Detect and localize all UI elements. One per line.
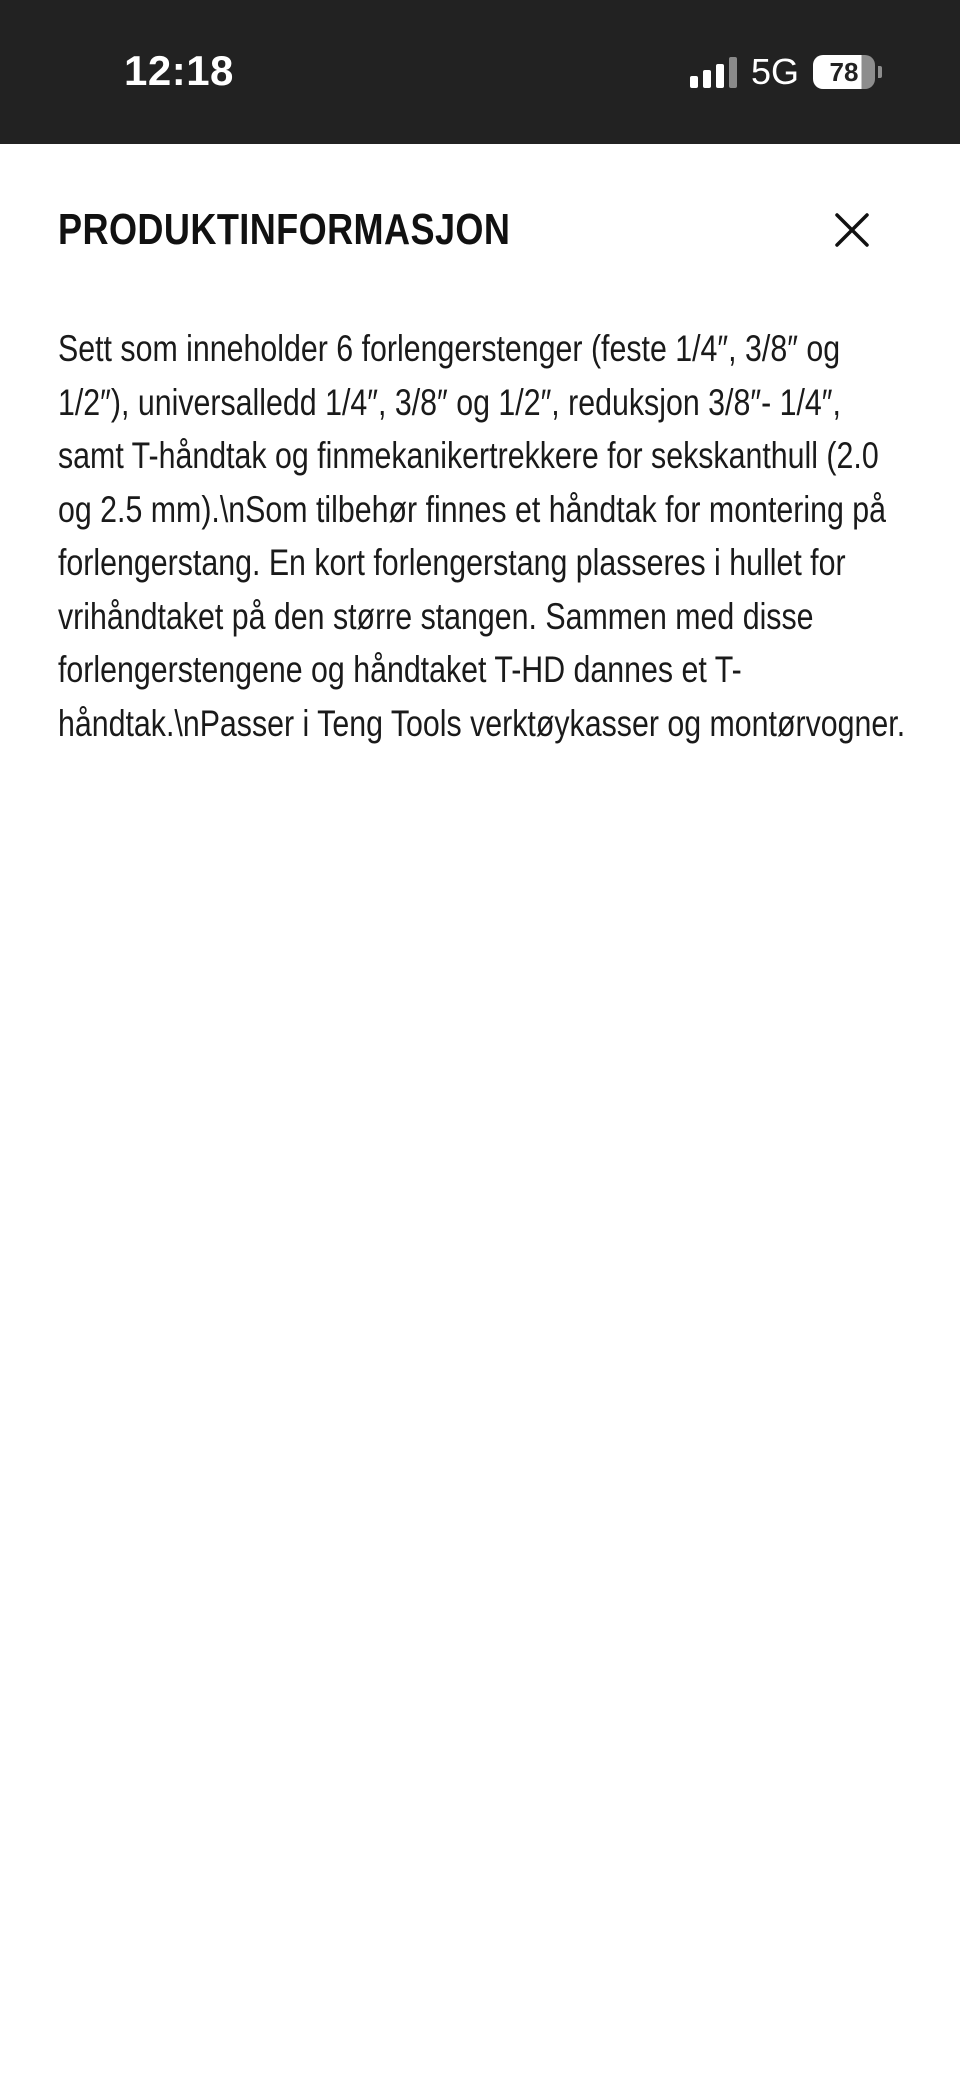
modal-title: PRODUKTINFORMASJON — [58, 205, 511, 254]
battery-icon — [813, 55, 882, 89]
status-indicators — [690, 52, 882, 92]
battery-cap — [878, 66, 882, 78]
product-description: Sett som inneholder 6 forlengerstenger (feste 1/4″, 3/8″ og 1/2″), universalledd 1/4″, 3/8″ og 1/2″, reduksjon 3/8″- 1/4″, samt T-håndtak og finmekanikertrekkere for sekskanthull (2.0 og 2.5 mm).\nSom tilbehør finnes et håndtak for montering på forlengerstang. En kort forlengerstang plasseres i hullet for vrihåndtaket på den større stangen. Sammen med disse forlengerstengene og håndtaket T-HD dannes et T-håndtak.\nPasser i Teng Tools verktøykasser og montørvogner. — [58, 328, 906, 744]
product-info-modal — [0, 144, 960, 2081]
status-bar — [0, 0, 960, 144]
close-button[interactable] — [822, 200, 882, 260]
battery-level: 78 — [813, 55, 875, 89]
cellular-signal-icon — [690, 56, 737, 88]
close-icon — [834, 212, 870, 248]
status-time: 12:18 — [124, 47, 234, 94]
network-type-label: 5G — [750, 51, 799, 92]
